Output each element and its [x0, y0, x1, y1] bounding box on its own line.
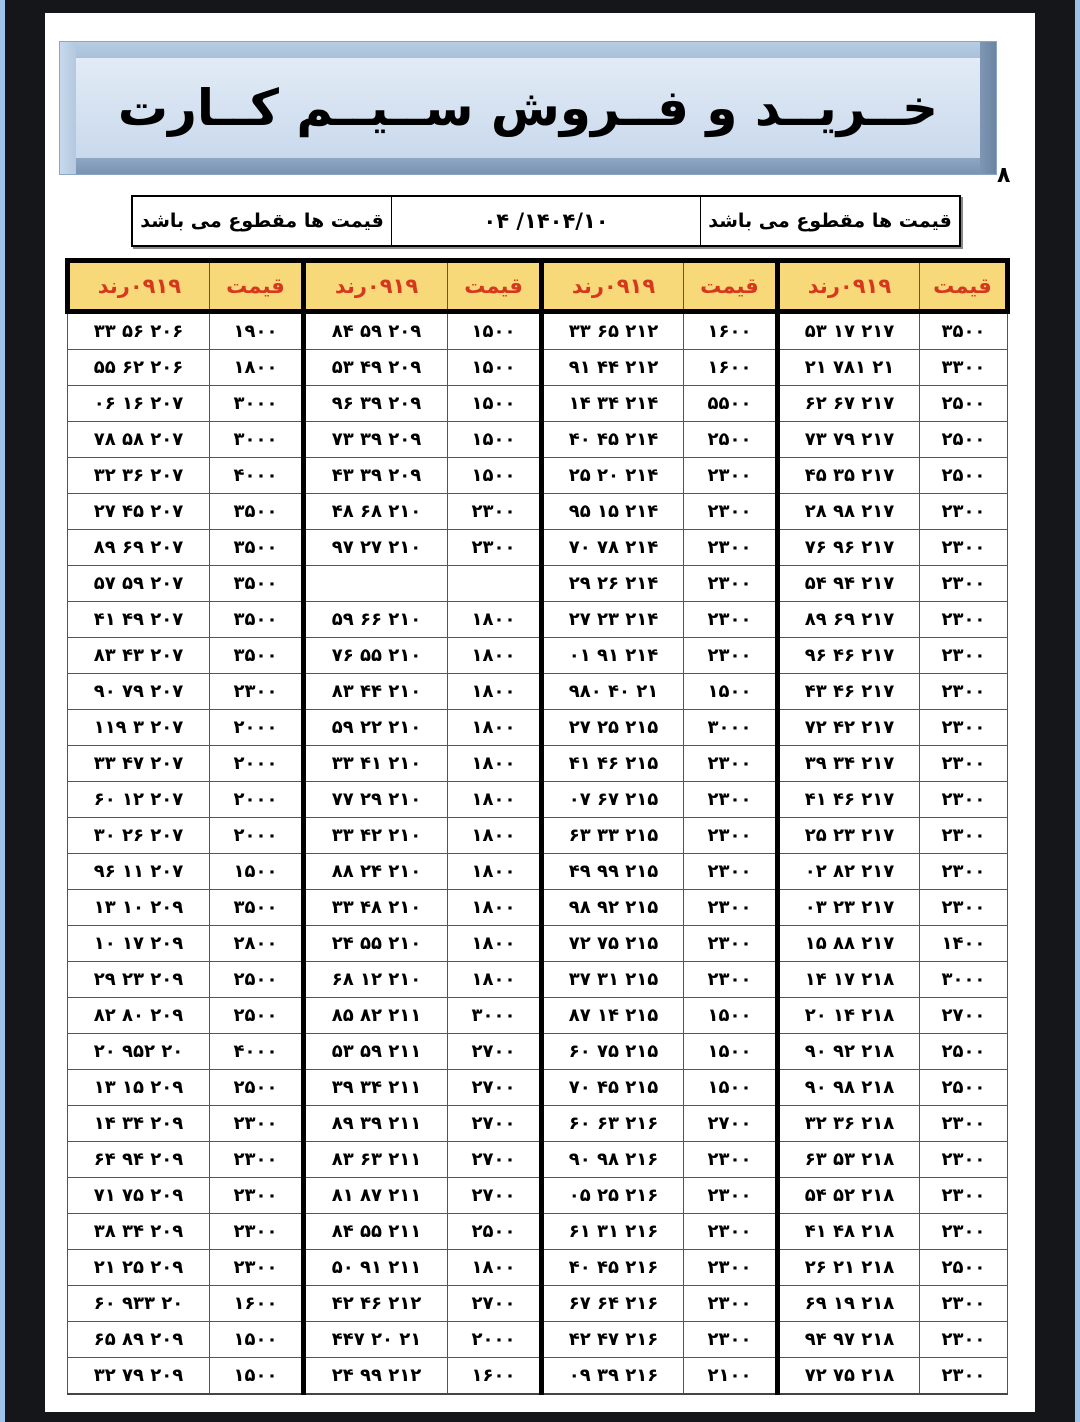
price-cell: ۲۵۰۰	[919, 1034, 1007, 1070]
price-cell: ۲۳۰۰	[683, 746, 777, 782]
sim-number-cell: ۲۱۲ ۶۵ ۳۳	[542, 312, 684, 350]
table-row	[68, 1178, 1008, 1214]
sim-number-cell: ۲۰ ۹۳۳ ۶۰	[68, 1286, 210, 1322]
price-cell: ۲۳۰۰	[683, 566, 777, 602]
price-cell: ۱۵۰۰	[209, 1322, 303, 1358]
sim-number-cell: ۲۱۷ ۲۳ ۰۳	[778, 890, 920, 926]
sim-number-cell: ۲۰۷ ۱۱ ۹۶	[68, 854, 210, 890]
price-list-page	[45, 13, 1035, 1412]
banner-face	[76, 58, 980, 158]
table-row	[68, 494, 1008, 530]
price-cell: ۳۵۰۰	[919, 312, 1007, 350]
sim-number-cell: ۲۱۶ ۶۴ ۶۷	[542, 1286, 684, 1322]
sim-number-cell: ۲۰۹ ۳۹ ۷۳	[304, 422, 448, 458]
price-cell: ۱۵۰۰	[683, 674, 777, 710]
price-cell: ۲۷۰۰	[683, 1106, 777, 1142]
price-cell: ۴۰۰۰	[209, 1034, 303, 1070]
price-cell: ۲۳۰۰	[209, 1142, 303, 1178]
sim-number-cell: ۲۱۷ ۸۸ ۱۵	[778, 926, 920, 962]
price-cell: ۲۳۰۰	[919, 602, 1007, 638]
sim-number-cell: ۲۱۶ ۴۷ ۴۲	[542, 1322, 684, 1358]
table-row	[68, 674, 1008, 710]
sim-number-cell: ۲۰۷ ۱۶ ۰۶	[68, 386, 210, 422]
sim-number-cell: ۲۱۷ ۹۸ ۲۸	[778, 494, 920, 530]
price-cell: ۲۳۰۰	[447, 494, 541, 530]
price-cell: ۱۸۰۰	[447, 710, 541, 746]
price-cell: ۲۳۰۰	[683, 602, 777, 638]
sim-number-cell: ۲۱۰ ۱۲ ۶۸	[304, 962, 448, 998]
price-cell: ۱۵۰۰	[447, 386, 541, 422]
table-row	[68, 386, 1008, 422]
sim-number-cell: ۲۱۵ ۹۲ ۹۸	[542, 890, 684, 926]
price-cell: ۲۵۰۰	[209, 962, 303, 998]
price-cell: ۲۳۰۰	[683, 962, 777, 998]
header-price: قیمت	[919, 261, 1007, 312]
sim-number-cell: ۲۱۱ ۳۹ ۸۹	[304, 1106, 448, 1142]
price-cell: ۲۳۰۰	[919, 1286, 1007, 1322]
price-cell: ۲۰۰۰	[209, 710, 303, 746]
sim-number-cell: ۲۱۰ ۴۴ ۸۳	[304, 674, 448, 710]
table-row	[68, 998, 1008, 1034]
header-number: ۰۹۱۹رند	[304, 261, 448, 312]
sim-number-cell: ۲۱۶ ۲۵ ۰۵	[542, 1178, 684, 1214]
table-row	[68, 350, 1008, 386]
price-cell: ۲۳۰۰	[919, 1178, 1007, 1214]
price-cell: ۲۷۰۰	[447, 1142, 541, 1178]
price-cell: ۱۵۰۰	[683, 998, 777, 1034]
price-cell: ۱۸۰۰	[447, 890, 541, 926]
sim-number-cell: ۲۱۴ ۴۵ ۴۰	[542, 422, 684, 458]
price-cell: ۲۵۰۰	[919, 422, 1007, 458]
sim-number-cell	[304, 566, 448, 602]
sim-number-cell: ۲۱۰ ۵۵ ۷۶	[304, 638, 448, 674]
sim-number-cell: ۲۱۰ ۲۴ ۸۸	[304, 854, 448, 890]
header-row	[68, 261, 1008, 312]
sim-number-cell: ۲۰۶ ۶۲ ۵۵	[68, 350, 210, 386]
table-row	[68, 1142, 1008, 1178]
price-cell: ۱۸۰۰	[447, 746, 541, 782]
sim-number-cell: ۲۰۹ ۷۹ ۳۲	[68, 1358, 210, 1395]
price-cell: ۱۵۰۰	[209, 854, 303, 890]
price-cell: ۱۸۰۰	[447, 638, 541, 674]
sim-number-cell: ۲۰۹ ۱۷ ۱۰	[68, 926, 210, 962]
price-cell: ۲۳۰۰	[919, 1142, 1007, 1178]
fixed-price-note-right: قیمت ها مقطوع می باشد	[700, 197, 959, 245]
sim-number-cell: ۲۱۰ ۶۶ ۵۹	[304, 602, 448, 638]
price-cell: ۱۵۰۰	[209, 1358, 303, 1395]
price-cell: ۲۵۰۰	[919, 1070, 1007, 1106]
price-cell: ۱۵۰۰	[683, 1034, 777, 1070]
price-cell: ۲۵۰۰	[683, 422, 777, 458]
price-cell: ۲۷۰۰	[447, 1286, 541, 1322]
price-cell: ۱۸۰۰	[447, 782, 541, 818]
sim-number-cell: ۲۰۷ ۴۳ ۸۳	[68, 638, 210, 674]
table-row	[68, 1106, 1008, 1142]
sim-number-cell: ۲۱۵ ۷۵ ۷۲	[542, 926, 684, 962]
sim-number-cell: ۲۰۹ ۳۴ ۳۸	[68, 1214, 210, 1250]
price-cell: ۲۳۰۰	[919, 890, 1007, 926]
window-edge-left	[0, 0, 5, 1422]
header-number: ۰۹۱۹رند	[778, 261, 920, 312]
table-row	[68, 1358, 1008, 1395]
sim-number-cell: ۲۱۵ ۳۳ ۶۳	[542, 818, 684, 854]
sim-number-cell: ۲۱۴ ۲۰ ۲۵	[542, 458, 684, 494]
sim-number-cell: ۲۱ ۴۰ ۹۸۰	[542, 674, 684, 710]
sim-number-cell: ۲۱۷ ۴۲ ۷۲	[778, 710, 920, 746]
table-row	[68, 962, 1008, 998]
sim-number-cell: ۲۰۹ ۵۹ ۸۴	[304, 312, 448, 350]
header-number: ۰۹۱۹رند	[68, 261, 210, 312]
price-cell: ۱۶۰۰	[683, 350, 777, 386]
sim-number-cell: ۲۱۱ ۸۷ ۸۱	[304, 1178, 448, 1214]
price-cell: ۲۳۰۰	[683, 1286, 777, 1322]
sim-number-cell: ۲۱۸ ۱۷ ۱۴	[778, 962, 920, 998]
sim-number-cell: ۲۱۰ ۲۷ ۹۷	[304, 530, 448, 566]
price-cell: ۲۳۰۰	[683, 1250, 777, 1286]
sim-number-cell: ۲۱۶ ۴۵ ۴۰	[542, 1250, 684, 1286]
price-cell: ۲۵۰۰	[209, 998, 303, 1034]
price-cell: ۳۵۰۰	[209, 566, 303, 602]
header-price: قیمت	[447, 261, 541, 312]
table-row	[68, 746, 1008, 782]
sim-number-cell: ۲۱۸ ۱۹ ۶۹	[778, 1286, 920, 1322]
sim-number-cell: ۲۱۴ ۷۸ ۷۰	[542, 530, 684, 566]
sim-number-cell: ۲۰۶ ۵۶ ۳۳	[68, 312, 210, 350]
sim-number-cell: ۲۰۷ ۴۹ ۴۱	[68, 602, 210, 638]
price-cell: ۲۳۰۰	[683, 458, 777, 494]
price-cell: ۱۸۰۰	[447, 674, 541, 710]
sim-number-cell: ۲۱۱ ۹۱ ۵۰	[304, 1250, 448, 1286]
sim-number-cell: ۲۱۵ ۱۴ ۸۷	[542, 998, 684, 1034]
table-row	[68, 1322, 1008, 1358]
banner-bevel	[980, 42, 996, 174]
table-row	[68, 1070, 1008, 1106]
price-cell: ۲۳۰۰	[919, 854, 1007, 890]
price-cell: ۱۶۰۰	[447, 1358, 541, 1395]
fixed-price-note-left: قیمت ها مقطوع می باشد	[140, 210, 384, 232]
table-row	[68, 602, 1008, 638]
price-cell: ۱۸۰۰	[447, 1250, 541, 1286]
table-row	[68, 818, 1008, 854]
price-cell: ۲۰۰۰	[447, 1322, 541, 1358]
sim-number-cell: ۲۱۵ ۶۷ ۰۷	[542, 782, 684, 818]
sim-number-cell: ۲۱۸ ۳۶ ۳۲	[778, 1106, 920, 1142]
price-cell: ۲۳۰۰	[447, 530, 541, 566]
sim-number-cell: ۲۱۷ ۴۶ ۴۳	[778, 674, 920, 710]
sim-number-cell: ۲۱۰ ۴۱ ۳۳	[304, 746, 448, 782]
banner-bevel	[60, 42, 996, 58]
price-cell: ۲۳۰۰	[683, 494, 777, 530]
price-cell: ۲۱۰۰	[683, 1358, 777, 1395]
price-cell: ۲۳۰۰	[919, 782, 1007, 818]
price-cell: ۲۰۰۰	[209, 818, 303, 854]
sim-number-cell: ۲۱۷ ۹۴ ۵۴	[778, 566, 920, 602]
price-cell: ۲۳۰۰	[683, 926, 777, 962]
date-label: ۱۴۰۴/۱۰/ ۰۴	[391, 197, 700, 245]
sim-number-cell: ۲۱۴ ۱۵ ۹۵	[542, 494, 684, 530]
price-cell: ۲۳۰۰	[683, 782, 777, 818]
sim-number-cell: ۲۰۹ ۳۴ ۱۴	[68, 1106, 210, 1142]
price-cell: ۲۷۰۰	[447, 1070, 541, 1106]
price-cell: ۱۸۰۰	[447, 926, 541, 962]
table-row	[68, 890, 1008, 926]
sim-number-cell: ۲۰۷ ۵۸ ۷۸	[68, 422, 210, 458]
sim-number-cell: ۲۰۹ ۷۵ ۷۱	[68, 1178, 210, 1214]
price-cell: ۲۳۰۰	[919, 818, 1007, 854]
sim-number-cell: ۲۱۷ ۷۹ ۷۳	[778, 422, 920, 458]
sim-number-cell: ۲۰۹ ۹۴ ۶۴	[68, 1142, 210, 1178]
sim-number-cell: ۲۰ ۹۵۲ ۲۰	[68, 1034, 210, 1070]
sim-number-cell: ۲۱۷ ۱۷ ۵۳	[778, 312, 920, 350]
sim-number-cell: ۲۱۰ ۵۵ ۲۴	[304, 926, 448, 962]
sim-number-cell: ۲۰۷ ۴۵ ۲۷	[68, 494, 210, 530]
table-row	[68, 1034, 1008, 1070]
price-cell: ۳۰۰۰	[209, 422, 303, 458]
sim-number-cell: ۲۱۵ ۴۶ ۴۱	[542, 746, 684, 782]
price-cell: ۲۵۰۰	[447, 1214, 541, 1250]
sim-number-cell: ۲۱۵ ۲۵ ۲۷	[542, 710, 684, 746]
price-cell: ۲۳۰۰	[919, 1106, 1007, 1142]
price-cell: ۳۰۰۰	[919, 962, 1007, 998]
sim-number-cell: ۲۱۷ ۳۴ ۳۹	[778, 746, 920, 782]
price-cell: ۱۸۰۰	[209, 350, 303, 386]
sim-number-cell: ۲۱۸ ۴۸ ۴۱	[778, 1214, 920, 1250]
price-cell: ۱۵۰۰	[447, 422, 541, 458]
sim-number-cell: ۲۱۷ ۶۹ ۸۹	[778, 602, 920, 638]
sim-number-cell: ۲۱۴ ۲۳ ۲۷	[542, 602, 684, 638]
sim-number-cell: ۲۱۷ ۳۵ ۴۵	[778, 458, 920, 494]
sim-number-cell: ۲۱۴ ۳۴ ۱۴	[542, 386, 684, 422]
price-cell: ۲۷۰۰	[447, 1178, 541, 1214]
table-row	[68, 530, 1008, 566]
sim-number-cell: ۲۰۹ ۳۹ ۹۶	[304, 386, 448, 422]
price-cell: ۲۳۰۰	[919, 1358, 1007, 1395]
price-cell: ۲۳۰۰	[683, 1322, 777, 1358]
sim-number-cell: ۲۰۹ ۴۹ ۵۳	[304, 350, 448, 386]
price-cell: ۱۵۰۰	[683, 1070, 777, 1106]
price-cell: ۲۳۰۰	[209, 1106, 303, 1142]
price-cell: ۱۹۰۰	[209, 312, 303, 350]
table-row	[68, 312, 1008, 350]
sim-number-cell: ۲۱۰ ۴۸ ۳۳	[304, 890, 448, 926]
sim-number-cell: ۲۰۷ ۱۲ ۶۰	[68, 782, 210, 818]
price-cell: ۱۸۰۰	[447, 962, 541, 998]
sim-number-cell: ۲۰۹ ۱۵ ۱۳	[68, 1070, 210, 1106]
price-cell: ۲۳۰۰	[683, 818, 777, 854]
sim-number-cell: ۲۰۷ ۲۶ ۳۰	[68, 818, 210, 854]
table-row	[68, 1250, 1008, 1286]
sim-number-cell: ۲۱۸ ۹۲ ۹۰	[778, 1034, 920, 1070]
window-edge-right	[1075, 0, 1080, 1422]
sim-number-cell: ۲۱۶ ۶۳ ۶۰	[542, 1106, 684, 1142]
sim-number-cell: ۲۱۸ ۵۳ ۶۳	[778, 1142, 920, 1178]
price-cell: ۳۰۰۰	[683, 710, 777, 746]
price-cell: ۱۶۰۰	[683, 312, 777, 350]
price-cell: ۳۵۰۰	[209, 530, 303, 566]
price-cell: ۲۳۰۰	[683, 530, 777, 566]
sim-number-cell: ۲۱۴ ۲۶ ۲۹	[542, 566, 684, 602]
price-cell: ۲۳۰۰	[919, 746, 1007, 782]
price-cell: ۲۳۰۰	[919, 1214, 1007, 1250]
table-row	[68, 854, 1008, 890]
price-cell: ۱۸۰۰	[447, 818, 541, 854]
page-number: ۸	[997, 163, 1011, 188]
price-cell: ۲۳۰۰	[683, 638, 777, 674]
sim-number-cell: ۲۱۸ ۹۷ ۹۴	[778, 1322, 920, 1358]
sim-number-cell: ۲۰۷ ۴۷ ۳۳	[68, 746, 210, 782]
header-price: قیمت	[209, 261, 303, 312]
table-body	[68, 312, 1008, 1395]
table-row	[68, 638, 1008, 674]
price-cell: ۵۵۰۰	[683, 386, 777, 422]
table-row	[68, 1286, 1008, 1322]
sim-number-cell: ۲۱ ۲۰ ۴۴۷	[304, 1322, 448, 1358]
price-cell: ۳۰۰۰	[209, 386, 303, 422]
sim-number-cell: ۲۱۷ ۲۳ ۲۵	[778, 818, 920, 854]
price-cell: ۲۳۰۰	[683, 890, 777, 926]
header-price: قیمت	[683, 261, 777, 312]
table-header	[68, 261, 1008, 312]
sim-number-cell: ۲۱۱ ۳۴ ۳۹	[304, 1070, 448, 1106]
price-cell: ۲۵۰۰	[919, 386, 1007, 422]
sim-number-cell: ۲۰۷ ۵۹ ۵۷	[68, 566, 210, 602]
price-cell: ۱۵۰۰	[447, 350, 541, 386]
sim-number-cell: ۲۱۸ ۱۴ ۲۰	[778, 998, 920, 1034]
price-cell: ۲۳۰۰	[919, 494, 1007, 530]
price-cell: ۳۵۰۰	[209, 890, 303, 926]
sim-number-cell: ۲۰۹ ۱۰ ۱۳	[68, 890, 210, 926]
price-cell: ۲۸۰۰	[209, 926, 303, 962]
sim-card-price-table	[65, 258, 1010, 1395]
price-cell: ۲۳۰۰	[919, 638, 1007, 674]
price-cell	[447, 566, 541, 602]
price-cell: ۲۵۰۰	[919, 458, 1007, 494]
price-cell: ۳۵۰۰	[209, 494, 303, 530]
sim-number-cell: ۲۱۷ ۴۶ ۹۶	[778, 638, 920, 674]
sim-number-cell: ۲۰۹ ۲۳ ۲۹	[68, 962, 210, 998]
sim-number-cell: ۲۰۷ ۶۹ ۸۹	[68, 530, 210, 566]
sim-number-cell: ۲۰۹ ۲۵ ۲۱	[68, 1250, 210, 1286]
price-cell: ۲۳۰۰	[919, 710, 1007, 746]
sim-number-cell: ۲۱۲ ۹۹ ۲۴	[304, 1358, 448, 1395]
sim-number-cell: ۲۱۱ ۸۲ ۸۵	[304, 998, 448, 1034]
table-row	[68, 458, 1008, 494]
sim-number-cell: ۲۰۹ ۳۹ ۴۳	[304, 458, 448, 494]
sim-number-cell: ۲۱۰ ۲۹ ۷۷	[304, 782, 448, 818]
table-row	[68, 926, 1008, 962]
sim-number-cell: ۲۱۸ ۹۸ ۹۰	[778, 1070, 920, 1106]
info-bar	[131, 195, 961, 247]
sim-number-cell: ۲۱۲ ۴۶ ۴۲	[304, 1286, 448, 1322]
price-cell: ۱۸۰۰	[447, 854, 541, 890]
sim-number-cell: ۲۱۷ ۹۶ ۷۶	[778, 530, 920, 566]
sim-number-cell: ۲۰۷ ۳ ۱۱۹	[68, 710, 210, 746]
title-banner	[60, 42, 996, 174]
sim-number-cell: ۲۱۶ ۳۱ ۶۱	[542, 1214, 684, 1250]
sim-number-cell: ۲۱۶ ۳۹ ۰۹	[542, 1358, 684, 1395]
header-number: ۰۹۱۹رند	[542, 261, 684, 312]
sim-number-cell: ۲۱۵ ۴۵ ۷۰	[542, 1070, 684, 1106]
sim-number-cell: ۲۱۰ ۲۲ ۵۹	[304, 710, 448, 746]
price-cell: ۱۸۰۰	[447, 602, 541, 638]
banner-bevel	[60, 42, 76, 174]
sim-number-cell: ۲۱۸ ۷۵ ۷۲	[778, 1358, 920, 1395]
price-cell: ۱۵۰۰	[447, 312, 541, 350]
price-cell: ۲۰۰۰	[209, 746, 303, 782]
sim-number-cell: ۲۱۸ ۵۲ ۵۴	[778, 1178, 920, 1214]
table-row	[68, 710, 1008, 746]
sim-number-cell: ۲۱۰ ۶۸ ۴۸	[304, 494, 448, 530]
price-cell: ۲۳۰۰	[209, 674, 303, 710]
price-cell: ۲۳۰۰	[919, 566, 1007, 602]
price-cell: ۲۳۰۰	[209, 1178, 303, 1214]
sim-number-cell: ۲۱۷ ۸۲ ۰۲	[778, 854, 920, 890]
table-row	[68, 782, 1008, 818]
price-cell: ۳۳۰۰	[919, 350, 1007, 386]
price-cell: ۲۵۰۰	[919, 1250, 1007, 1286]
sim-number-cell: ۲۱۰ ۴۲ ۳۳	[304, 818, 448, 854]
price-cell: ۲۰۰۰	[209, 782, 303, 818]
price-cell: ۲۳۰۰	[683, 1178, 777, 1214]
price-cell: ۲۳۰۰	[919, 674, 1007, 710]
sim-number-cell: ۲۱۶ ۹۸ ۹۰	[542, 1142, 684, 1178]
price-cell: ۱۴۰۰	[919, 926, 1007, 962]
sim-number-cell: ۲۱۸ ۲۱ ۲۶	[778, 1250, 920, 1286]
sim-number-cell: ۲۰۹ ۸۹ ۶۵	[68, 1322, 210, 1358]
sim-number-cell: ۲۱۲ ۴۴ ۹۱	[542, 350, 684, 386]
price-cell: ۲۳۰۰	[683, 854, 777, 890]
price-cell: ۲۳۰۰	[209, 1250, 303, 1286]
price-cell: ۴۰۰۰	[209, 458, 303, 494]
price-cell: ۳۵۰۰	[209, 638, 303, 674]
sim-number-cell: ۲۱۷ ۴۶ ۴۱	[778, 782, 920, 818]
sim-number-cell: ۲۱۵ ۷۵ ۶۰	[542, 1034, 684, 1070]
sim-number-cell: ۲۰۷ ۷۹ ۹۰	[68, 674, 210, 710]
price-cell: ۲۳۰۰	[683, 1214, 777, 1250]
price-cell: ۲۳۰۰	[919, 530, 1007, 566]
sim-number-cell: ۲۱۴ ۹۱ ۰۱	[542, 638, 684, 674]
sim-number-cell: ۲۱۱ ۵۹ ۵۳	[304, 1034, 448, 1070]
price-cell: ۲۳۰۰	[919, 1322, 1007, 1358]
sim-number-cell: ۲۱۵ ۹۹ ۴۹	[542, 854, 684, 890]
price-cell: ۲۷۰۰	[919, 998, 1007, 1034]
sim-number-cell: ۲۱۱ ۵۵ ۸۴	[304, 1214, 448, 1250]
price-cell: ۲۷۰۰	[447, 1106, 541, 1142]
sim-number-cell: ۲۰۷ ۳۶ ۳۲	[68, 458, 210, 494]
price-cell: ۲۵۰۰	[209, 1070, 303, 1106]
price-cell: ۱۶۰۰	[209, 1286, 303, 1322]
price-cell: ۳۵۰۰	[209, 602, 303, 638]
sim-number-cell: ۲۰۹ ۸۰ ۸۲	[68, 998, 210, 1034]
price-cell: ۲۳۰۰	[209, 1214, 303, 1250]
price-cell: ۳۰۰۰	[447, 998, 541, 1034]
price-cell: ۲۷۰۰	[447, 1034, 541, 1070]
page-title: خــریــد و فــروش ســیــم کــارت	[117, 79, 939, 137]
sim-number-cell: ۲۱۱ ۶۳ ۸۳	[304, 1142, 448, 1178]
sim-number-cell: ۲۱۷ ۶۷ ۶۲	[778, 386, 920, 422]
price-cell: ۲۳۰۰	[683, 1142, 777, 1178]
banner-bevel	[60, 158, 996, 174]
price-cell: ۱۵۰۰	[447, 458, 541, 494]
table-row	[68, 422, 1008, 458]
sim-number-cell: ۲۱۵ ۳۱ ۳۷	[542, 962, 684, 998]
table-row	[68, 1214, 1008, 1250]
table-row	[68, 566, 1008, 602]
sim-number-cell: ۲۱ ۷۸۱ ۲۱	[778, 350, 920, 386]
